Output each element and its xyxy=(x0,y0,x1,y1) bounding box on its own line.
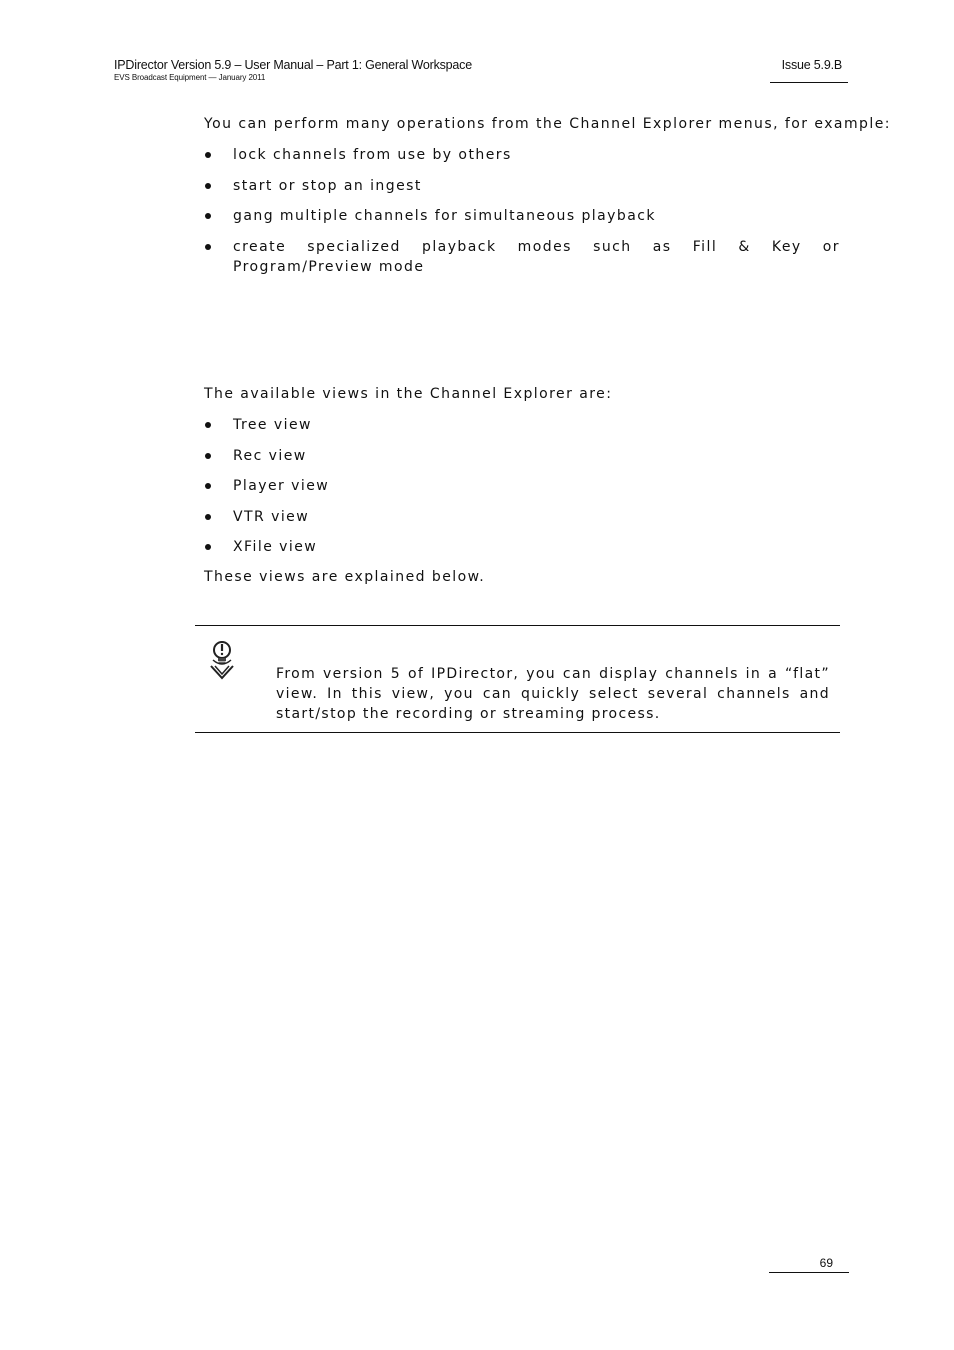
views-intro: The available views in the Channel Explorer are: xyxy=(204,386,613,402)
bullet-icon xyxy=(205,422,211,428)
list-item xyxy=(204,206,840,226)
bullet-icon xyxy=(205,152,211,158)
views-outro: These views are explained below. xyxy=(204,569,486,585)
lightbulb-note-icon xyxy=(207,638,237,680)
list-item-text: VTR view xyxy=(233,508,310,525)
list-item xyxy=(204,237,840,277)
bullet-icon xyxy=(205,483,211,489)
list-item-text: gang multiple channels for simultaneous playback xyxy=(233,208,656,225)
views-list xyxy=(204,415,840,568)
header-issue: Issue 5.9.B xyxy=(770,58,848,83)
bullet-icon xyxy=(205,453,211,459)
page-number: 69 xyxy=(769,1256,849,1273)
bullet-icon xyxy=(205,514,211,520)
list-item-text: Tree view xyxy=(233,417,312,433)
list-item xyxy=(204,476,840,496)
operations-list xyxy=(204,145,840,287)
bullet-icon xyxy=(205,183,211,189)
note-text: From version 5 of IPDirector, you can display channels in a “flat” view. In this view, you can quickly select several channels and start/stop the recording or streaming process. xyxy=(276,666,830,722)
operations-intro: You can perform many operations from the Channel Explorer menus, for example: xyxy=(204,116,891,132)
bullet-icon xyxy=(205,213,211,219)
header-subtitle: EVS Broadcast Equipment — January 2011 xyxy=(114,73,266,82)
bullet-icon xyxy=(205,244,211,250)
list-item-text: Player view xyxy=(233,478,330,495)
list-item xyxy=(204,145,840,165)
list-item-text: start or stop an ingest xyxy=(233,177,422,194)
list-item-text: create specialized playback modes such as Fill & Key or Program/Preview mode xyxy=(233,238,840,275)
list-item xyxy=(204,537,840,557)
bullet-icon xyxy=(205,544,211,550)
list-item-text: Rec view xyxy=(233,447,307,464)
list-item xyxy=(204,415,840,435)
list-item xyxy=(204,176,840,196)
note-box xyxy=(195,625,840,733)
list-item-text: XFile view xyxy=(233,539,318,556)
list-item xyxy=(204,507,840,527)
header-title: IPDirector Version 5.9 – User Manual – Part 1: General Workspace xyxy=(114,58,472,72)
list-item-text: lock channels from use by others xyxy=(233,147,512,163)
list-item xyxy=(204,446,840,466)
